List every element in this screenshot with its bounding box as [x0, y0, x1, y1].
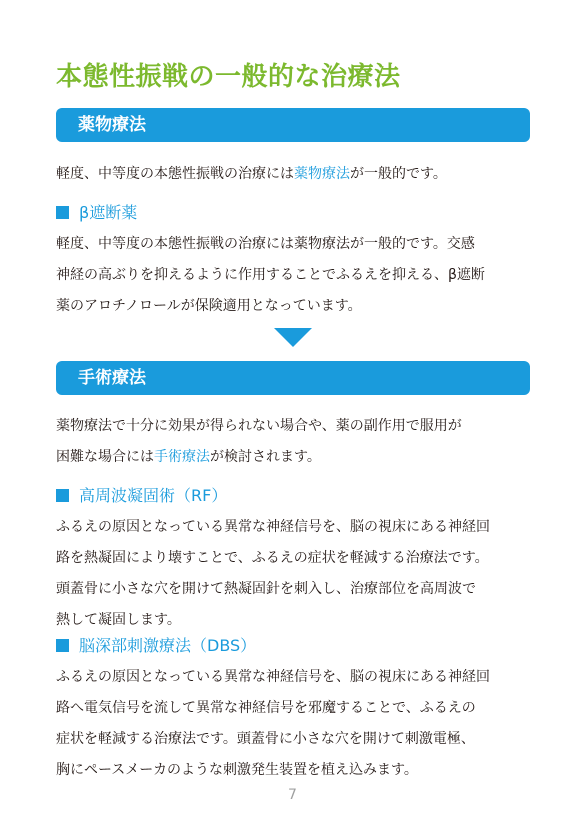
rf-body	[56, 512, 536, 636]
beta-blocker-body	[56, 229, 536, 322]
dbs-line-4: 胸にペースメーカのような刺激発生装置を植え込みます。	[56, 762, 418, 778]
beta-line-2: 神経の高ぶりを抑えるように作用することでふるえを抑える、β遮断	[56, 267, 485, 283]
rf-title: 高周波凝固術（RF）	[79, 486, 228, 505]
beta-blocker-title: β遮断薬	[79, 203, 138, 222]
dbs-heading	[56, 635, 256, 657]
dbs-body	[56, 662, 536, 786]
surgery-intro-text: 困難な場合には	[56, 449, 154, 465]
surgery-intro-highlight: 手術療法	[154, 449, 210, 465]
drug-intro-text-end: が一般的です。	[350, 166, 447, 182]
drug-therapy-header	[56, 108, 530, 142]
square-bullet-icon	[56, 639, 69, 652]
beta-line-3: 薬のアロチノロールが保険適用となっています。	[56, 298, 362, 314]
dbs-line-3: 症状を軽減する治療法です。頭蓋骨に小さな穴を開けて刺激電極、	[56, 731, 475, 747]
down-arrow-icon	[274, 328, 312, 347]
surgery-intro	[56, 411, 536, 473]
surgery-intro-line-1: 薬物療法で十分に効果が得られない場合や、薬の副作用で服用が	[56, 418, 462, 434]
surgery-header	[56, 361, 530, 395]
rf-line-2: 路を熱凝固により壊すことで、ふるえの症状を軽減する治療法です。	[56, 550, 489, 566]
rf-line-1: ふるえの原因となっている異常な神経信号を、脳の視床にある神経回	[56, 519, 490, 535]
surgery-intro-text-end: が検討されます。	[210, 449, 321, 465]
dbs-title: 脳深部刺激療法（DBS）	[79, 636, 257, 655]
page-title: 本態性振戦の一般的な治療法	[56, 62, 401, 92]
dbs-line-1: ふるえの原因となっている異常な神経信号を、脳の視床にある神経回	[56, 669, 490, 685]
page-number: 7	[288, 787, 297, 803]
rf-line-3: 頭蓋骨に小さな穴を開けて熱凝固針を刺入し、治療部位を高周波で	[56, 581, 476, 597]
drug-therapy-intro	[56, 159, 536, 190]
drug-therapy-header-label: 薬物療法	[78, 115, 146, 135]
beta-blocker-heading	[56, 202, 137, 224]
rf-heading	[56, 485, 227, 507]
drug-intro-highlight: 薬物療法	[294, 166, 350, 182]
beta-line-1: 軽度、中等度の本態性振戦の治療には薬物療法が一般的です。交感	[56, 236, 475, 252]
square-bullet-icon	[56, 206, 69, 219]
square-bullet-icon	[56, 489, 69, 502]
dbs-line-2: 路へ電気信号を流して異常な神経信号を邪魔することで、ふるえの	[56, 700, 476, 716]
drug-intro-text: 軽度、中等度の本態性振戦の治療には	[56, 166, 294, 182]
surgery-header-label: 手術療法	[78, 368, 146, 388]
rf-line-4: 熱して凝固します。	[56, 612, 181, 628]
